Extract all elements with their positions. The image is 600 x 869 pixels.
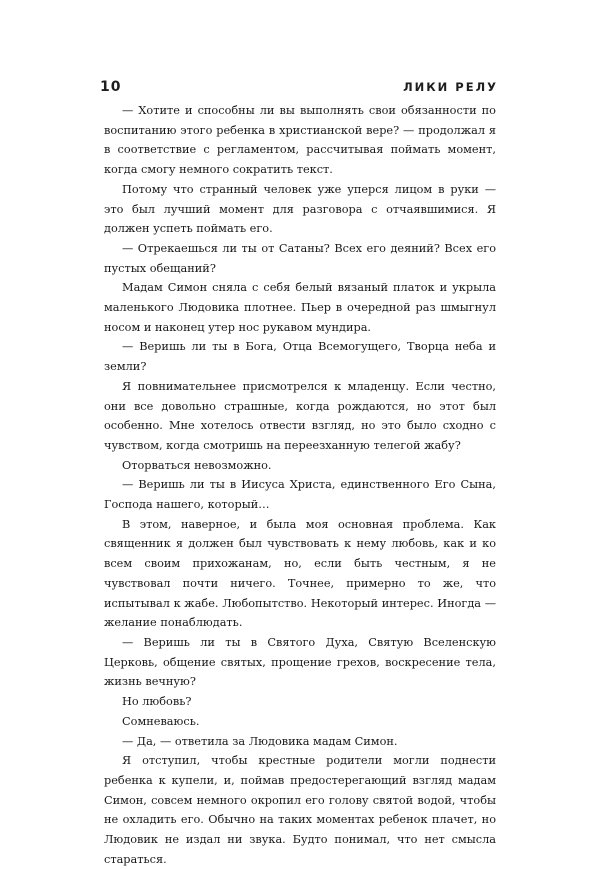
paragraph: — Отрекаешься ли ты от Сатаны? Всех его деяний? Всех его пустых обещаний? — [104, 241, 496, 275]
paragraph: Но любовь? — [122, 695, 192, 709]
paragraph: — Хотите и способны ли вы выполнять свои обязанности по воспитанию этого ребенка в христианской вере? — продолжал я в соответствие с регламентом, рассчитывая поймать момент, когда смогу немного сократить текст. — [104, 104, 496, 177]
paragraph: Мадам Симон сняла с себя белый вязаный платок и укрыла маленького Людовика плотнее. Пьер в очередной раз шмыгнул носом и наконец утер нос рукавом мундира. — [104, 281, 496, 334]
paragraph: — Веришь ли ты в Иисуса Христа, единственного Его Сына, Господа нашего, который… — [104, 478, 496, 512]
paragraph: В этом, наверное, и была моя основная проблема. Как священник я должен был чувствовать к нему любовь, как и ко всем своим прихожанам, но, если быть честным, я не чувствовал почти ничего. Точнее, примерно то же, что испытывал к жабе. Любопытство. Некоторый интерес. Иногда — желание понаблюдать. — [104, 517, 496, 630]
paragraph: Я отступил, чтобы крестные родители могли поднести ребенка к купели, и, поймав предостерегающий взгляд мадам Симон, совсем немного окропил его голову святой водой, чтобы не охладить его. Обычно на таких моментах ребенок плачет, но Людовик не издал ни звука. Будто понимал, что нет смысла стараться. — [104, 754, 496, 866]
paragraph: Я повнимательнее присмотрелся к младенцу. Если честно, они все довольно страшные, когда рождаются, но этот был особенно. Мне хотелось отвести взгляд, но это было сходно с чувством, когда смотришь на переезханную телегой жабу? — [104, 379, 496, 452]
paragraph: — Да, — ответила за Людовика мадам Симон. — [122, 734, 398, 748]
paragraph: Потому что странный человек уже уперся лицом в руки — это был лучший момент для разговора с отчаявшимися. Я должен успеть поймать его. — [104, 182, 496, 236]
page-header — [100, 79, 498, 99]
page-number: 10 — [100, 79, 122, 95]
paragraph: — Веришь ли ты в Святого Духа, Святую Вселенскую Церковь, общение святых, прощение грехов, воскресение тела, жизнь вечную? — [104, 635, 496, 689]
paragraph: Сомневаюсь. — [122, 714, 200, 728]
paragraph: — Веришь ли ты в Бога, Отца Всемогущего, Творца неба и земли? — [104, 340, 496, 374]
running-head-author: ЛИКИ РЕЛУ — [403, 80, 498, 94]
body-text — [104, 101, 496, 869]
paragraph: Оторваться невозможно. — [122, 458, 272, 472]
